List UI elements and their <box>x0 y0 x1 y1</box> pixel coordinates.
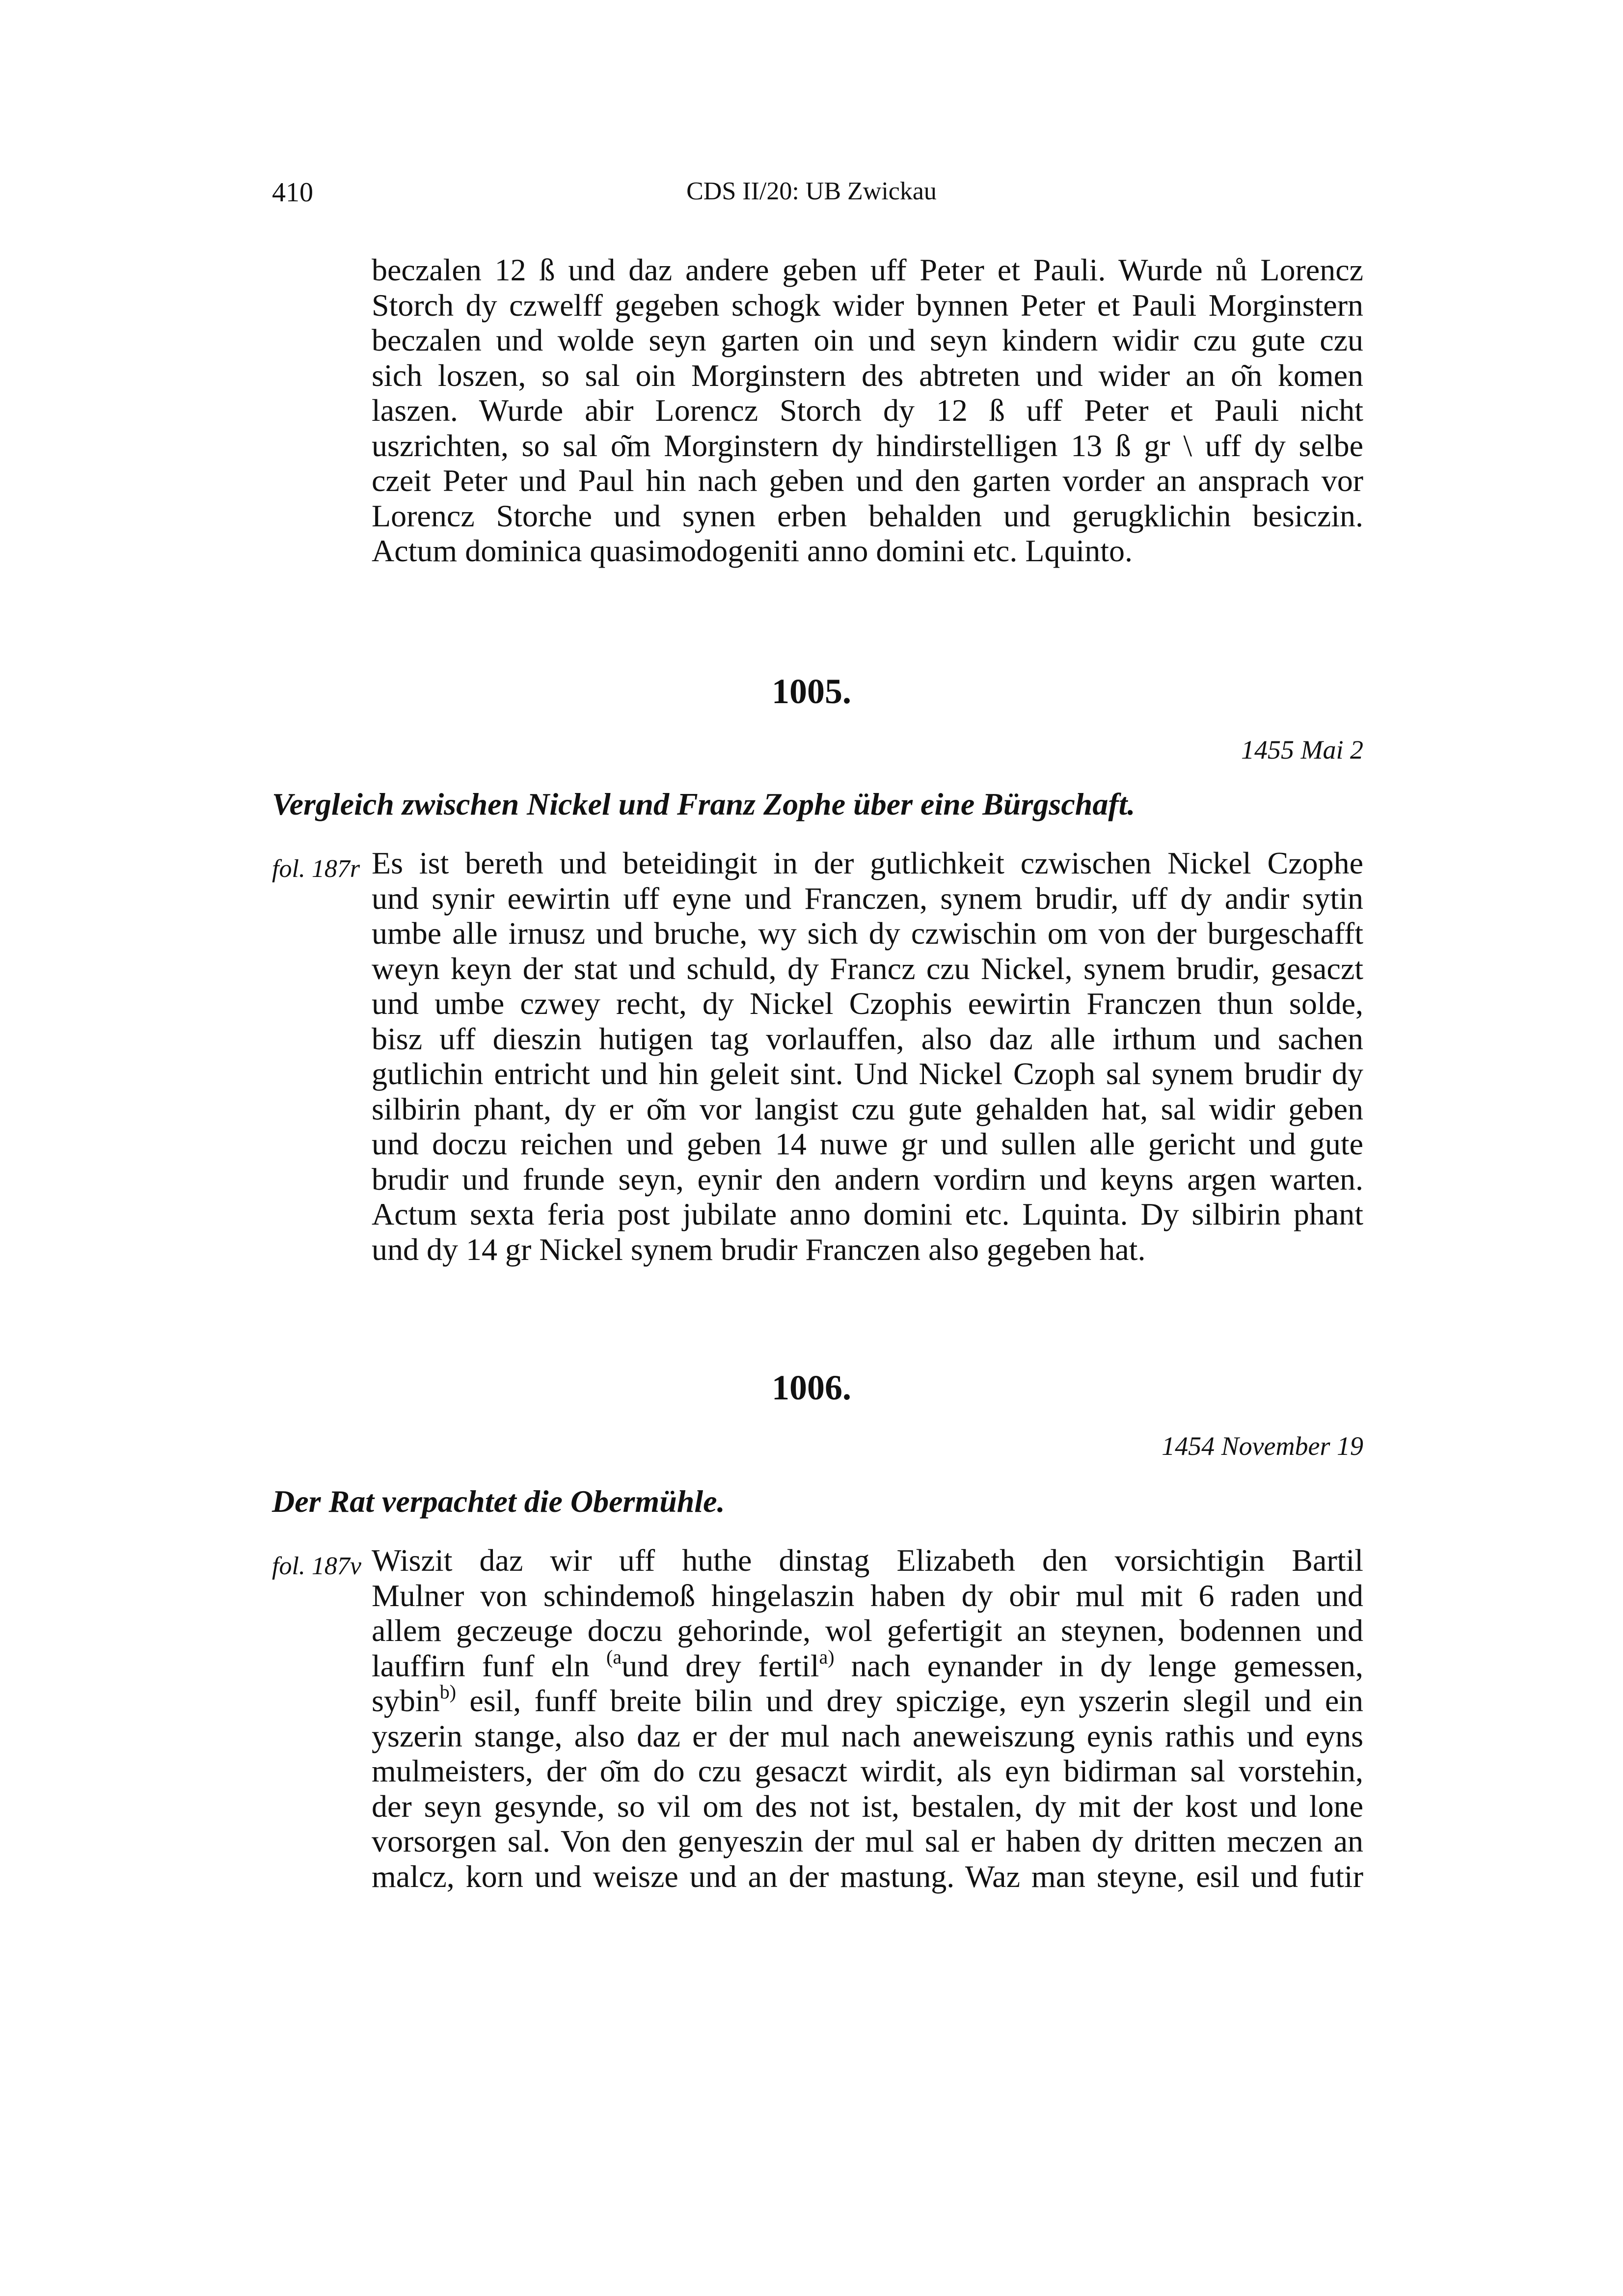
text-span: sybin <box>372 1683 440 1718</box>
text-span: lauffirn funf eln <box>372 1648 607 1683</box>
text-line: und doczu reichen und geben 14 nuwe gr und sullen alle gericht und gute <box>372 1126 1363 1161</box>
document-date: 1454 November 19 <box>1162 1431 1363 1461</box>
text-line: vorsorgen sal. Von den genyeszin der mul sal er haben dy dritten meczen an <box>372 1824 1363 1859</box>
running-title: CDS II/20: UB Zwickau <box>686 177 937 205</box>
folio-reference: fol. 187v <box>272 1552 361 1580</box>
text-line: und synir eewirtin uff eyne und Franczen, synem brudir, uff dy andir sytin <box>372 880 1363 916</box>
text-line-with-notes <box>372 1683 1363 1719</box>
document-date: 1455 Mai 2 <box>1241 735 1363 765</box>
footnote-marker: (a <box>606 1645 622 1668</box>
text-line: yszerin stange, also daz er der mul nach aneweiszung eynis rathis und eyns <box>372 1718 1363 1753</box>
text-line: Es ist bereth und beteidingit in der gutlichkeit czwischen Nickel Czophe <box>372 846 1363 880</box>
page-number: 410 <box>272 177 313 208</box>
text-line: umbe alle irnusz und bruche, wy sich dy czwischin om von der burgeschafft <box>372 916 1363 951</box>
text-line: malcz, korn und weisze und an der mastung. Waz man steyne, esil und futir <box>372 1859 1363 1894</box>
text-line: bisz uff dieszin hutigen tag vorlauffen, also daz alle irthum und sachen <box>372 1021 1363 1056</box>
document-number: 1006. <box>772 1368 851 1407</box>
text-line: und dy 14 gr Nickel synem brudir Franczen also gegeben hat. <box>372 1231 1146 1267</box>
footnote-marker: a) <box>819 1645 835 1668</box>
text-line: gutlichin entricht und hin geleit sint. Und Nickel Czoph sal synem brudir dy <box>372 1056 1363 1091</box>
text-span: nach eynander in dy lenge gemessen, <box>834 1648 1364 1683</box>
text-line: sich loszen, so sal oin Morginstern des abtreten und wider an o͂n komen <box>372 357 1363 393</box>
text-line: Wiszit daz wir uff huthe dinstag Elizabeth den vorsichtigin Bartil <box>372 1543 1363 1578</box>
footnote-marker: b) <box>439 1681 457 1703</box>
document-heading: Der Rat verpachtet die Obermühle. <box>272 1484 725 1519</box>
text-line: allem geczeuge doczu gehorinde, wol gefertigit an steynen, bodennen und <box>372 1613 1363 1648</box>
text-line: der seyn gesynde, so vil om des not ist, bestalen, dy mit der kost und lone <box>372 1788 1363 1824</box>
document-number: 1005. <box>772 672 851 711</box>
text-line: czeit Peter und Paul hin nach geben und den garten vorder an ansprach vor <box>372 463 1363 498</box>
text-line: beczalen und wolde seyn garten oin und seyn kindern widir czu gute czu <box>372 323 1363 357</box>
text-line-with-notes <box>372 1645 1364 1684</box>
text-line: und umbe czwey recht, dy Nickel Czophis eewirtin Franczen thun solde, <box>372 986 1363 1021</box>
text-line: weyn keyn der stat und schuld, dy Francz czu Nickel, synem brudir, gesaczt <box>372 951 1363 986</box>
continuation-text <box>372 252 1363 569</box>
text-span: und drey fertil <box>622 1648 819 1683</box>
text-line: Lorencz Storche und synen erben behalden und gerugklichin besiczin. <box>372 498 1363 533</box>
folio-reference: fol. 187r <box>272 855 360 883</box>
text-line: uszrichten, so sal o͂m Morginstern dy hindirstelligen 13 ß gr \ uff dy selbe <box>372 428 1363 463</box>
document-heading: Vergleich zwischen Nickel und Franz Zophe über eine Bürgschaft. <box>272 787 1136 821</box>
text-line: Actum sexta feria post jubilate anno domini etc. Lquinta. Dy silbirin phant <box>372 1197 1363 1231</box>
text-line: silbirin phant, dy er o͂m vor langist czu gute gehalden hat, sal widir geben <box>372 1091 1363 1126</box>
text-line: laszen. Wurde abir Lorencz Storch dy 12 ß uff Peter et Pauli nicht <box>372 393 1363 428</box>
text-line: beczalen 12 ß und daz andere geben uff Peter et Pauli. Wurde nů Lorencz <box>372 252 1363 287</box>
document-text <box>372 846 1363 1267</box>
text-span: esil, funff breite bilin und drey spiczige, eyn yszerin slegil und ein <box>456 1683 1363 1718</box>
document-text <box>372 1543 1363 1894</box>
text-line: Storch dy czwelff gegeben schogk wider bynnen Peter et Pauli Morginstern <box>372 287 1363 323</box>
text-line: Actum dominica quasimodogeniti anno domini etc. Lquinto. <box>372 533 1133 568</box>
text-line: Mulner von schindemoß hingelaszin haben dy obir mul mit 6 raden und <box>372 1578 1363 1613</box>
text-line: mulmeisters, der o͂m do czu gesaczt wirdit, als eyn bidirman sal vorstehin, <box>372 1753 1363 1788</box>
text-line: brudir und frunde seyn, eynir den andern vordirn und keyns argen warten. <box>372 1161 1363 1197</box>
